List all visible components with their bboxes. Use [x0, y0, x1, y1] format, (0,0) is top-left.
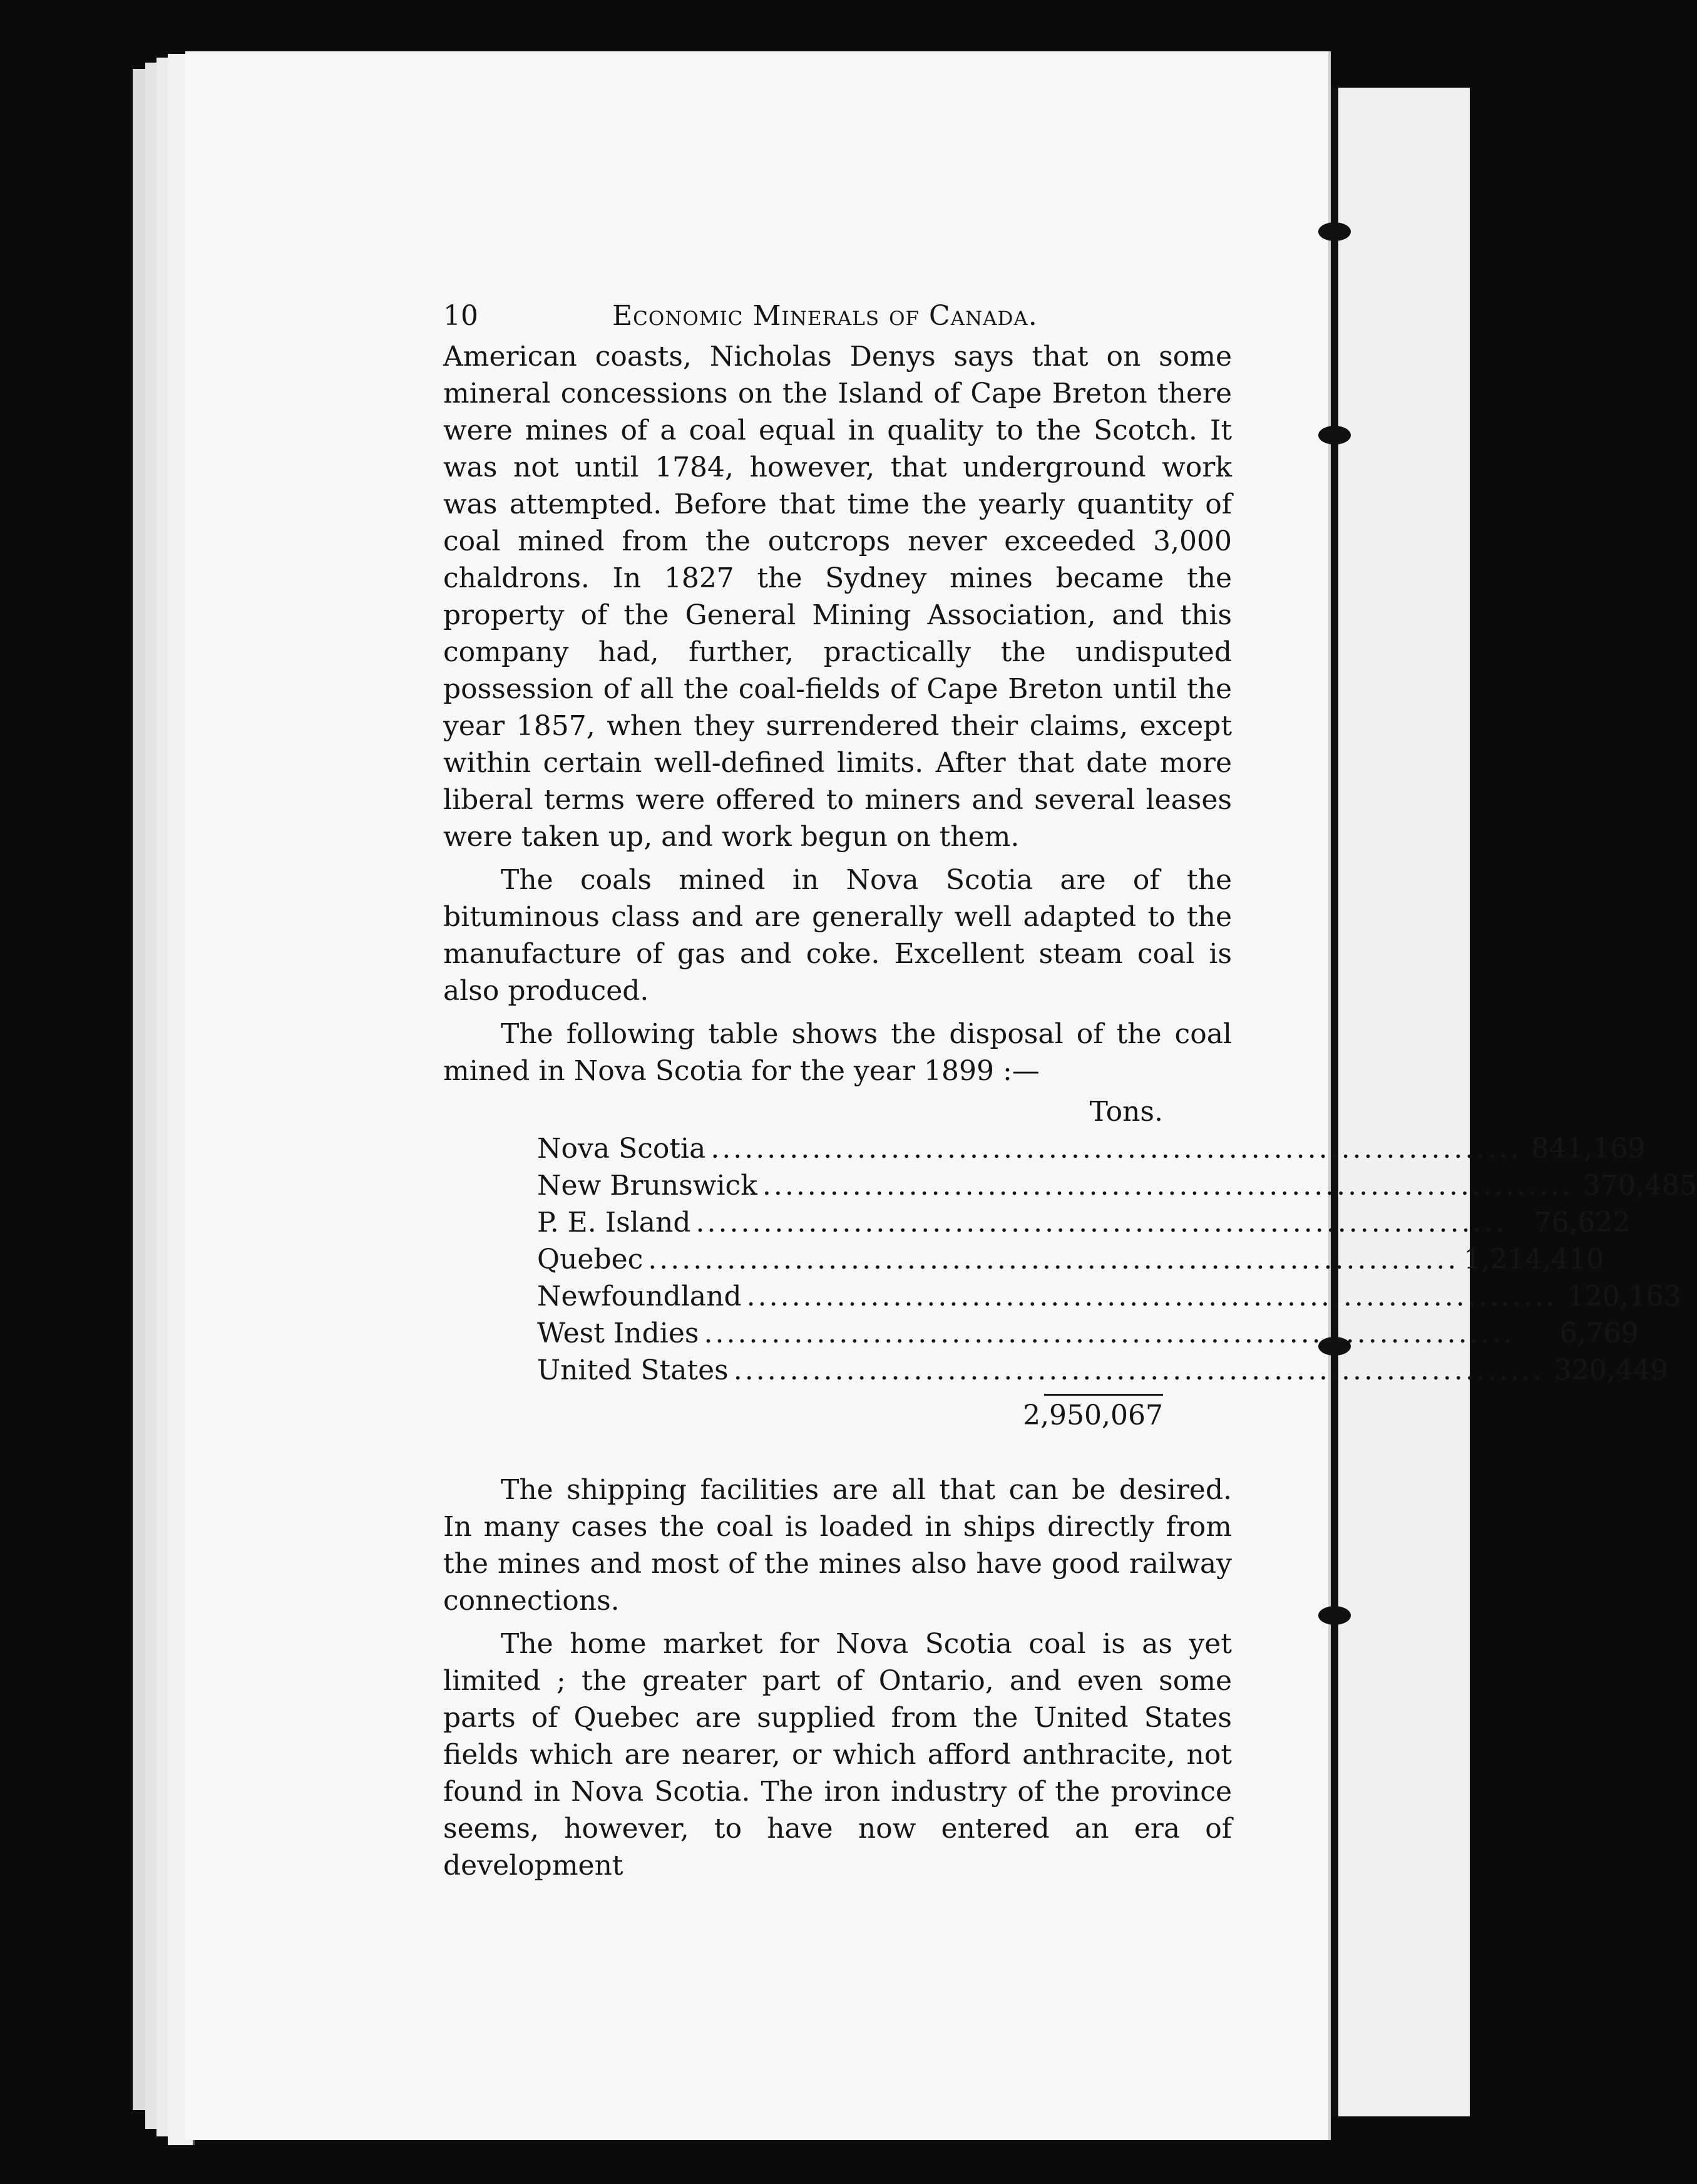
row-value: 120,163 [1567, 1280, 1681, 1312]
total-rule [1044, 1394, 1163, 1396]
row-label: United States [537, 1354, 729, 1386]
leader-dots: ........................................................................ [648, 1244, 1459, 1275]
binding-knot [1318, 1606, 1351, 1625]
facing-page-edge [1338, 88, 1470, 2116]
table-row [537, 1278, 1681, 1315]
running-title: Economic Minerals of Canada. [612, 300, 1038, 332]
row-label: Quebec [537, 1244, 643, 1275]
binding-knot [1318, 426, 1351, 445]
leader-dots: ........................................................................ [762, 1170, 1573, 1202]
leader-dots: ........................................................................ [733, 1354, 1544, 1386]
coal-disposal-table [537, 1093, 1697, 1434]
row-label: New Brunswick [537, 1170, 757, 1202]
row-label: P. E. Island [537, 1207, 691, 1239]
table-total: 2,950,067 [1023, 1399, 1163, 1431]
table-unit-header: Tons. [1089, 1096, 1163, 1128]
table-row [537, 1352, 1668, 1389]
table-row [537, 1241, 1604, 1278]
row-label: Newfoundland [537, 1280, 742, 1312]
paragraph: The shipping facilities are all that can be desired. In many cases the coal is loaded in ships directly from the mines and most of the mines also have good railway connections. [443, 1474, 1232, 1617]
running-head [443, 294, 1232, 338]
page-number: 10 [443, 300, 478, 332]
row-label: Nova Scotia [537, 1133, 706, 1165]
paragraph: The following table shows the disposal of the coal mined in Nova Scotia for the year 1899 :— [443, 1018, 1232, 1087]
row-value: 841,169 [1531, 1133, 1646, 1165]
binding-thread [1331, 88, 1338, 2116]
table-row [537, 1204, 1631, 1241]
row-value: 320,449 [1554, 1354, 1668, 1386]
row-value: 370,485 [1582, 1170, 1697, 1202]
table-row [537, 1130, 1646, 1167]
leader-dots: ........................................................................ [695, 1207, 1507, 1239]
leader-dots: ........................................................................ [704, 1317, 1515, 1349]
leader-dots: ........................................................................ [710, 1133, 1522, 1165]
table-row [537, 1167, 1697, 1204]
paragraph: The coals mined in Nova Scotia are of the bituminous class and are generally well adapted to the manufacture of gas and coke. Excellent steam coal is also produced. [443, 864, 1232, 1007]
leader-dots: ........................................................................ [746, 1280, 1557, 1312]
row-label: West Indies [537, 1317, 699, 1349]
binding-knot [1318, 222, 1351, 241]
row-value: 76,622 [1534, 1207, 1631, 1239]
paragraph: The home market for Nova Scotia coal is as yet limited ; the greater part of Ontario, and even some parts of Quebec are supplied from the United States fields which are nearer, or which afford anthracite, not found in Nova Scotia. The iron industry of the province seems, however, to have now entered an era of development [443, 1628, 1232, 1882]
table-row [537, 1315, 1639, 1352]
row-value: 1,214,410 [1464, 1244, 1604, 1275]
row-value: 6,769 [1559, 1317, 1639, 1349]
paragraph: American coasts, Nicholas Denys says that on some mineral concessions on the Island of Cape Breton there were mines of a coal equal in quality to the Scotch. It was not until 1784, however, that underground work was attempted. Before that time the yearly quantity of coal mined from the outcrops never exceeded 3,000 chaldrons. In 1827 the Sydney mines became the property of the General Mining Association, and this company had, further, practically the undisputed possession of all the coal-fields of Cape Breton until the year 1857, when they surrendered their claims, except within certain well-defined limits. After that date more liberal terms were offered to miners and several leases were taken up, and work begun on them. [443, 341, 1232, 853]
page-content [443, 294, 1697, 1884]
